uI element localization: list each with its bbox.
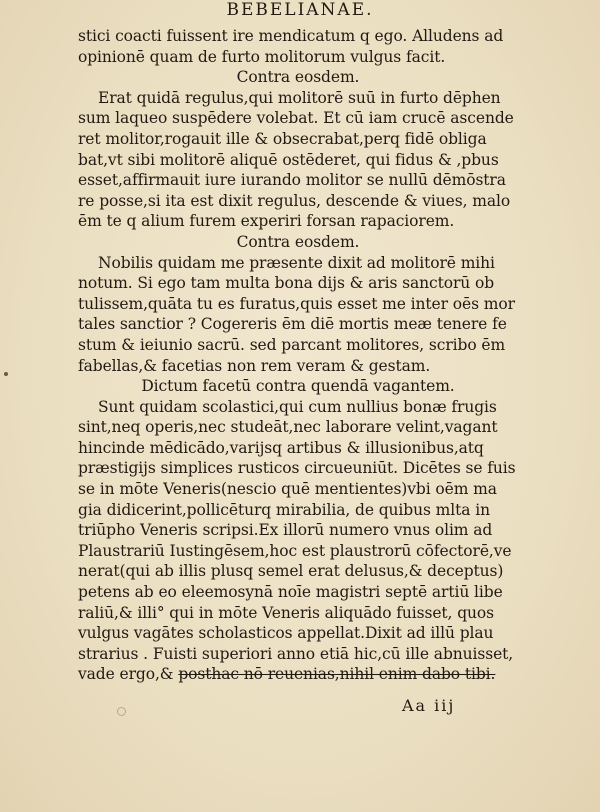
text-line: ret molitor,rogauit ille & obsecrabat,perq fidē obliga <box>78 129 487 148</box>
text-line: notum. Si ego tam multa bona dijs & aris sanctorū ob <box>78 274 495 293</box>
text-line: sint,neq operis,nec studeāt,nec laborare velint,vagant <box>78 418 498 437</box>
text-line: vulgus vagātes scholasticos appellat.Dixit ad illū plau <box>78 624 494 643</box>
text-line-unstruck: vade ergo,& <box>78 665 179 684</box>
text-line: Nobilis quidam me præsente dixit ad molitorē mihi <box>98 253 495 272</box>
text-line: Plaustrariū Iustingēsem,hoc est plaustrorū cōfectorē,ve <box>78 541 512 560</box>
text-line: strarius . Fuisti superiori anno etiā hic,cū ille abnuisset, <box>78 644 514 663</box>
text-line: Contra eosdem. <box>236 68 360 87</box>
text-line: Erat quidā regulus,qui molitorē suū in furto dēphen <box>98 88 501 107</box>
text-line: Contra eosdem. <box>236 232 360 251</box>
body-text <box>78 26 518 685</box>
text-line: tales sanctior ? Cogereris ēm diē mortis meæ tenere fe <box>78 315 507 334</box>
text-line: fabellas,& facetias non rem veram & gestam. <box>78 356 431 375</box>
text-line: Sunt quidam scolastici,qui cum nullius bonæ frugis <box>98 397 497 416</box>
pinhole-mark <box>4 372 8 376</box>
text-line: re posse,si ita est dixit regulus, descende & viues, malo <box>78 191 511 210</box>
text-line <box>78 664 518 685</box>
text-line: raliū,& illi° qui in mōte Veneris aliquādo fuisset, quos <box>78 603 494 622</box>
text-line: sum laqueo suspēdere volebat. Et cū iam crucē ascende <box>78 109 514 128</box>
running-head: BEBELIANAE. <box>226 0 374 20</box>
text-line: opinionē quam de furto molitorum vulgus facit. <box>78 47 446 66</box>
paper-stain-mark <box>117 707 126 716</box>
text-line: triūpho Veneris scripsi.Ex illorū numero vnus olim ad <box>78 521 493 540</box>
text-line: hincinde mēdicādo,varijsq artibus & illusionibus,atq <box>78 438 484 457</box>
text-line: esset,affirmauit iure iurando molitor se nullū dēmōstra <box>78 171 506 190</box>
text-line: se in mōte Veneris(nescio quē mentientes)vbi oēm ma <box>78 480 497 499</box>
signature-mark: Aa iij <box>402 696 456 715</box>
text-line: stum & ieiunio sacrū. sed parcant molitores, scribo ēm <box>78 335 506 354</box>
text-line: Dictum facetū contra quendā vagantem. <box>141 377 455 396</box>
text-line: bat,vt sibi molitorē aliquē ostēderet, qui fidus & ,pbus <box>78 150 499 169</box>
text-line: præstigijs simplices rusticos circueuniūt. Dicētes se fuis <box>78 459 516 478</box>
text-line: ēm te q alium furem experiri forsan rapaciorem. <box>78 212 455 231</box>
text-line: petens ab eo eleemosynā noīe magistri septē artiū libe <box>78 583 503 602</box>
text-line: nerat(qui ab illis plusq semel erat delusus,& deceptus) <box>78 562 504 581</box>
text-line: tulissem,quāta tu es furatus,quis esset me inter oēs mor <box>78 294 515 313</box>
text-line: stici coacti fuissent ire mendicatum q ego. Alludens ad <box>78 27 504 45</box>
text-line-struck: posthac nō reuenias,nihil enim dabo tibi. <box>178 665 496 684</box>
text-line: gia didicerint,pollicēturq mirabilia, de quibus mlta in <box>78 500 490 519</box>
